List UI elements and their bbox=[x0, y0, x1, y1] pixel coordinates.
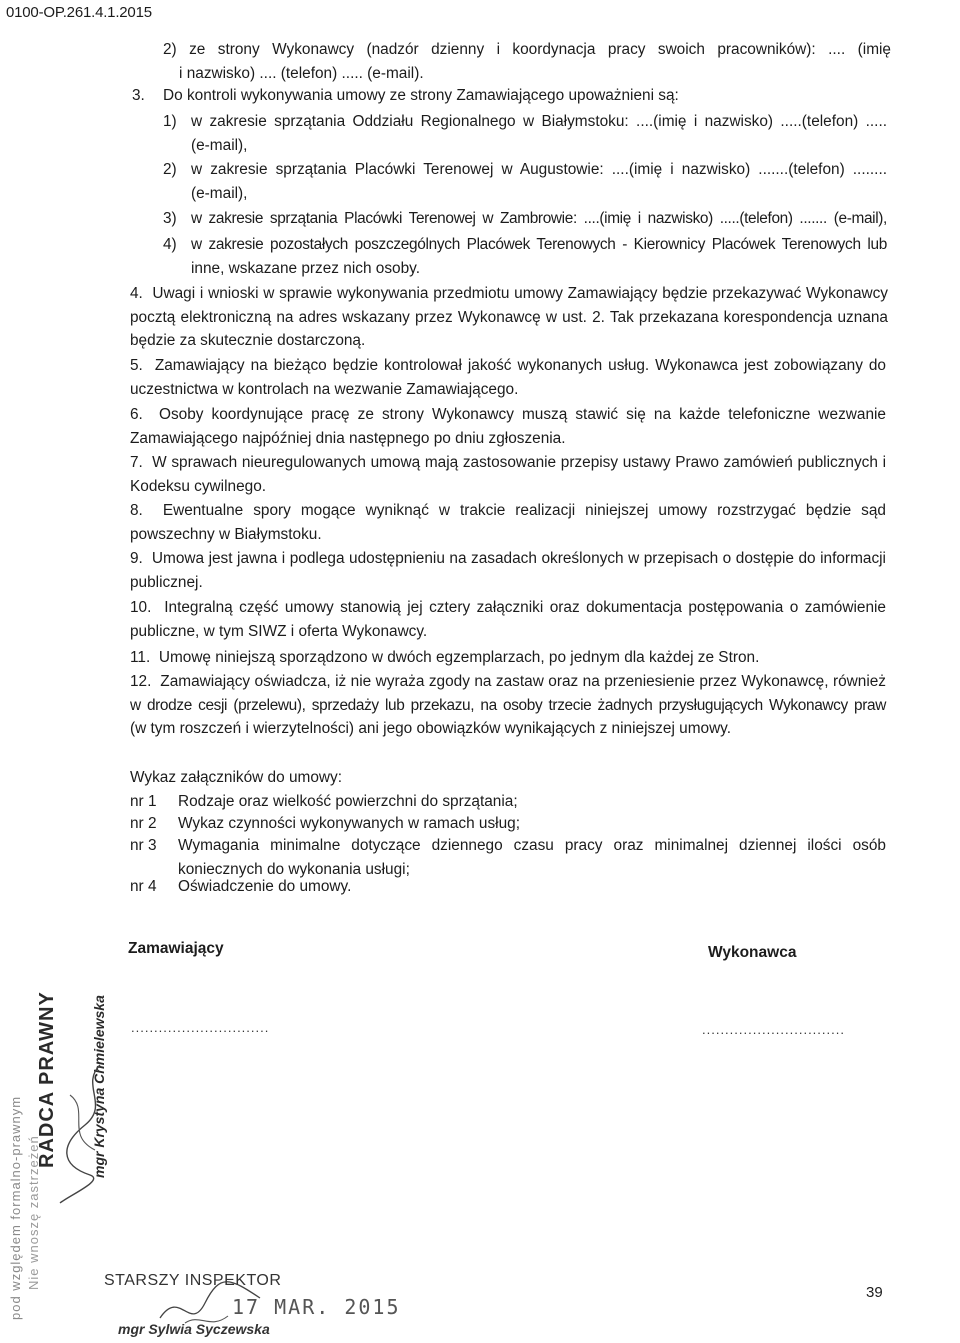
approval-stamp-faint: pod względem formalno-prawnym bbox=[8, 1095, 23, 1320]
paragraph-number: 9. bbox=[130, 550, 143, 567]
text-line bbox=[130, 596, 886, 620]
paragraph-number: 8. bbox=[130, 502, 143, 519]
text-line bbox=[130, 451, 886, 475]
attachment-text: Oświadczenie do umowy. bbox=[178, 878, 352, 895]
text-line bbox=[130, 282, 888, 306]
text-line-content: W sprawach nieuregulowanych umową mają zastosowanie przepisy ustawy Prawo zamówień publicznych i bbox=[152, 454, 886, 471]
paragraph-number: 6. bbox=[130, 406, 143, 423]
paragraph-9 bbox=[130, 547, 886, 594]
list-item-text bbox=[191, 158, 887, 205]
list-item-number: 3) bbox=[163, 210, 177, 227]
paragraph-6 bbox=[130, 403, 886, 450]
paragraph-number: 10. bbox=[130, 599, 152, 616]
inspector-name-stamp: mgr Sylwia Syczewska bbox=[118, 1321, 270, 1337]
paragraph-number: 7. bbox=[130, 454, 143, 471]
text-line-content: Integralną część umowy stanowią jej cztery załączniki oraz dokumentacja postępowania o zamówienie bbox=[164, 599, 886, 616]
attachment-number: nr 1 bbox=[130, 793, 157, 810]
paragraph-number: 4. bbox=[130, 285, 143, 302]
paragraph-number: 11. bbox=[130, 649, 151, 666]
list-item-number: 1) bbox=[163, 113, 177, 130]
text-line-content: Umowę niniejszą sporządzono w dwóch egzemplarzach, po jednym dla każdej ze Stron. bbox=[158, 649, 760, 666]
text-line: będzie za skutecznie dostarczoną. bbox=[130, 332, 366, 349]
paragraph-number: 5. bbox=[130, 357, 143, 374]
attachment-text: Rodzaje oraz wielkość powierzchni do sprzątania; bbox=[178, 793, 518, 810]
list-item-number: 4) bbox=[163, 236, 177, 253]
text-line: w zakresie sprzątania Placówki Terenowej w Augustowie: ....(imię i nazwisko) .......(telefon) ........ bbox=[191, 161, 887, 178]
paragraph-7 bbox=[130, 451, 886, 498]
zamawiajacy-signature-line: .............................. bbox=[131, 1020, 270, 1035]
attachment-text: Wykaz czynności wykonywanych w ramach usług; bbox=[178, 815, 520, 832]
text-line: w zakresie sprzątania Placówki Terenowej w Zambrowie: ....(imię i nazwisko) .....(telefon) ....... (e-mail), bbox=[191, 210, 887, 227]
wykonawca-label: Wykonawca bbox=[708, 944, 797, 961]
attachment-number: nr 3 bbox=[130, 837, 157, 854]
text-line-content: Zamawiający na bieżąco będzie kontrolował jakość wykonanych usług. Wykonawca jest zobowiązany do bbox=[154, 357, 886, 374]
attachment-number: nr 2 bbox=[130, 815, 157, 832]
attachment-number: nr 4 bbox=[130, 878, 157, 895]
text-line: 2) ze strony Wykonawcy (nadzór dzienny i koordynacja pracy swoich pracowników): .... (imię bbox=[163, 41, 891, 58]
text-line: Wymagania minimalne dotyczące dziennego czasu pracy oraz minimalnej dziennej ilości osób bbox=[178, 837, 886, 854]
text-line: uczestnictwa w kontrolach na wezwanie Zamawiającego. bbox=[130, 380, 519, 398]
text-line: i nazwisko) .... (telefon) ..... (e-mail). bbox=[179, 64, 424, 82]
text-line: Kodeksu cywilnego. bbox=[130, 477, 267, 495]
text-line: (w tym roszczeń i wierzytelności) ani jego obowiązków wynikających z niniejszej umowy. bbox=[130, 720, 732, 737]
text-line: inne, wskazane przez nich osoby. bbox=[191, 259, 420, 277]
text-line-content: Umowa jest jawna i podlega udostępnieniu na zasadach określonych w przepisach o dostępie do informacji bbox=[151, 550, 886, 567]
list-item-text bbox=[191, 110, 887, 157]
text-line: w zakresie sprzątania Oddziału Regionalnego w Białymstoku: ....(imię i nazwisko) .....(telefon) ..... bbox=[191, 113, 887, 130]
text-line bbox=[130, 547, 886, 571]
paragraph-5 bbox=[130, 354, 886, 401]
paragraph-8 bbox=[130, 499, 886, 546]
text-line: koniecznych do wykonania usługi; bbox=[178, 860, 410, 878]
text-line: pocztą elektroniczną na adres wskazany przez Wykonawcę w ust. 2. Tak przekazana korespondencja uznana bbox=[130, 308, 888, 326]
radca-prawny-stamp: RADCA PRAWNY bbox=[36, 991, 58, 1168]
text-line bbox=[130, 354, 886, 378]
text-line bbox=[130, 670, 886, 694]
paragraph-3-text: Do kontroli wykonywania umowy ze strony Zamawiającego upoważnieni są: bbox=[163, 87, 679, 104]
approval-stamp-faint-2: Nie wnoszę zastrzeżeń bbox=[26, 1135, 41, 1290]
document-reference: 0100-OP.261.4.1.2015 bbox=[6, 4, 152, 21]
inspector-stamp: STARSZY INSPEKTOR bbox=[104, 1272, 282, 1289]
text-line: (e-mail), bbox=[191, 184, 248, 202]
zamawiajacy-label: Zamawiający bbox=[128, 940, 224, 957]
paragraph-4 bbox=[130, 282, 888, 353]
text-line-content: Osoby koordynujące pracę ze strony Wykonawcy muszą stawić się na każde telefoniczne wezwanie bbox=[158, 406, 886, 423]
list-item-text bbox=[191, 207, 887, 231]
text-line: publiczne, w tym SIWZ i oferta Wykonawcy. bbox=[130, 622, 428, 640]
text-line bbox=[130, 403, 886, 427]
text-line: publicznej. bbox=[130, 573, 203, 591]
paragraph-10 bbox=[130, 596, 886, 643]
paragraph-number: 3. bbox=[132, 87, 145, 104]
list-item-text bbox=[191, 233, 887, 280]
list-item-number: 2) bbox=[163, 161, 177, 178]
text-line: w zakresie pozostałych poszczególnych Placówek Terenowych - Kierownicy Placówek Terenowych lub bbox=[191, 236, 887, 253]
text-line-content: Ewentualne spory mogące wyniknąć w trakcie realizacji niniejszej umowy rozstrzygać będzie sąd bbox=[162, 502, 886, 519]
paragraph-number: 12. bbox=[130, 673, 152, 690]
text-line-content: Uwagi i wnioski w sprawie wykonywania przedmiotu umowy Zamawiający będzie przekazywać Wykonawcy bbox=[152, 285, 889, 302]
handwritten-signature-radca bbox=[40, 1055, 120, 1205]
text-line: w drodze cesji (przelewu), sprzedaży lub przekazu, na osoby trzecie żadnych przysługujących Wykonawcy praw bbox=[130, 696, 886, 714]
wykonawca-signature-line: ............................... bbox=[702, 1022, 845, 1037]
text-line bbox=[130, 499, 886, 523]
paragraph-11 bbox=[130, 646, 886, 670]
text-line: (e-mail), bbox=[191, 136, 248, 154]
text-line: Zamawiającego najpóźniej dnia następnego po dniu zgłoszenia. bbox=[130, 429, 566, 447]
text-line: powszechny w Białymstoku. bbox=[130, 525, 322, 543]
attachments-title: Wykaz załączników do umowy: bbox=[130, 769, 342, 786]
text-line-content: Zamawiający oświadcza, iż nie wyraża zgody na zastaw oraz na przeniesienie przez Wykonawcę, również bbox=[160, 673, 886, 690]
date-stamp: 17 MAR. 2015 bbox=[232, 1295, 401, 1319]
radca-name-stamp: mgr Krystyna Chmielewska bbox=[91, 995, 107, 1178]
text-line bbox=[130, 646, 886, 670]
paragraph-12 bbox=[130, 670, 886, 741]
attachment-text bbox=[178, 834, 886, 881]
page-number: 39 bbox=[866, 1284, 883, 1301]
paragraph-2-continuation bbox=[163, 38, 891, 85]
